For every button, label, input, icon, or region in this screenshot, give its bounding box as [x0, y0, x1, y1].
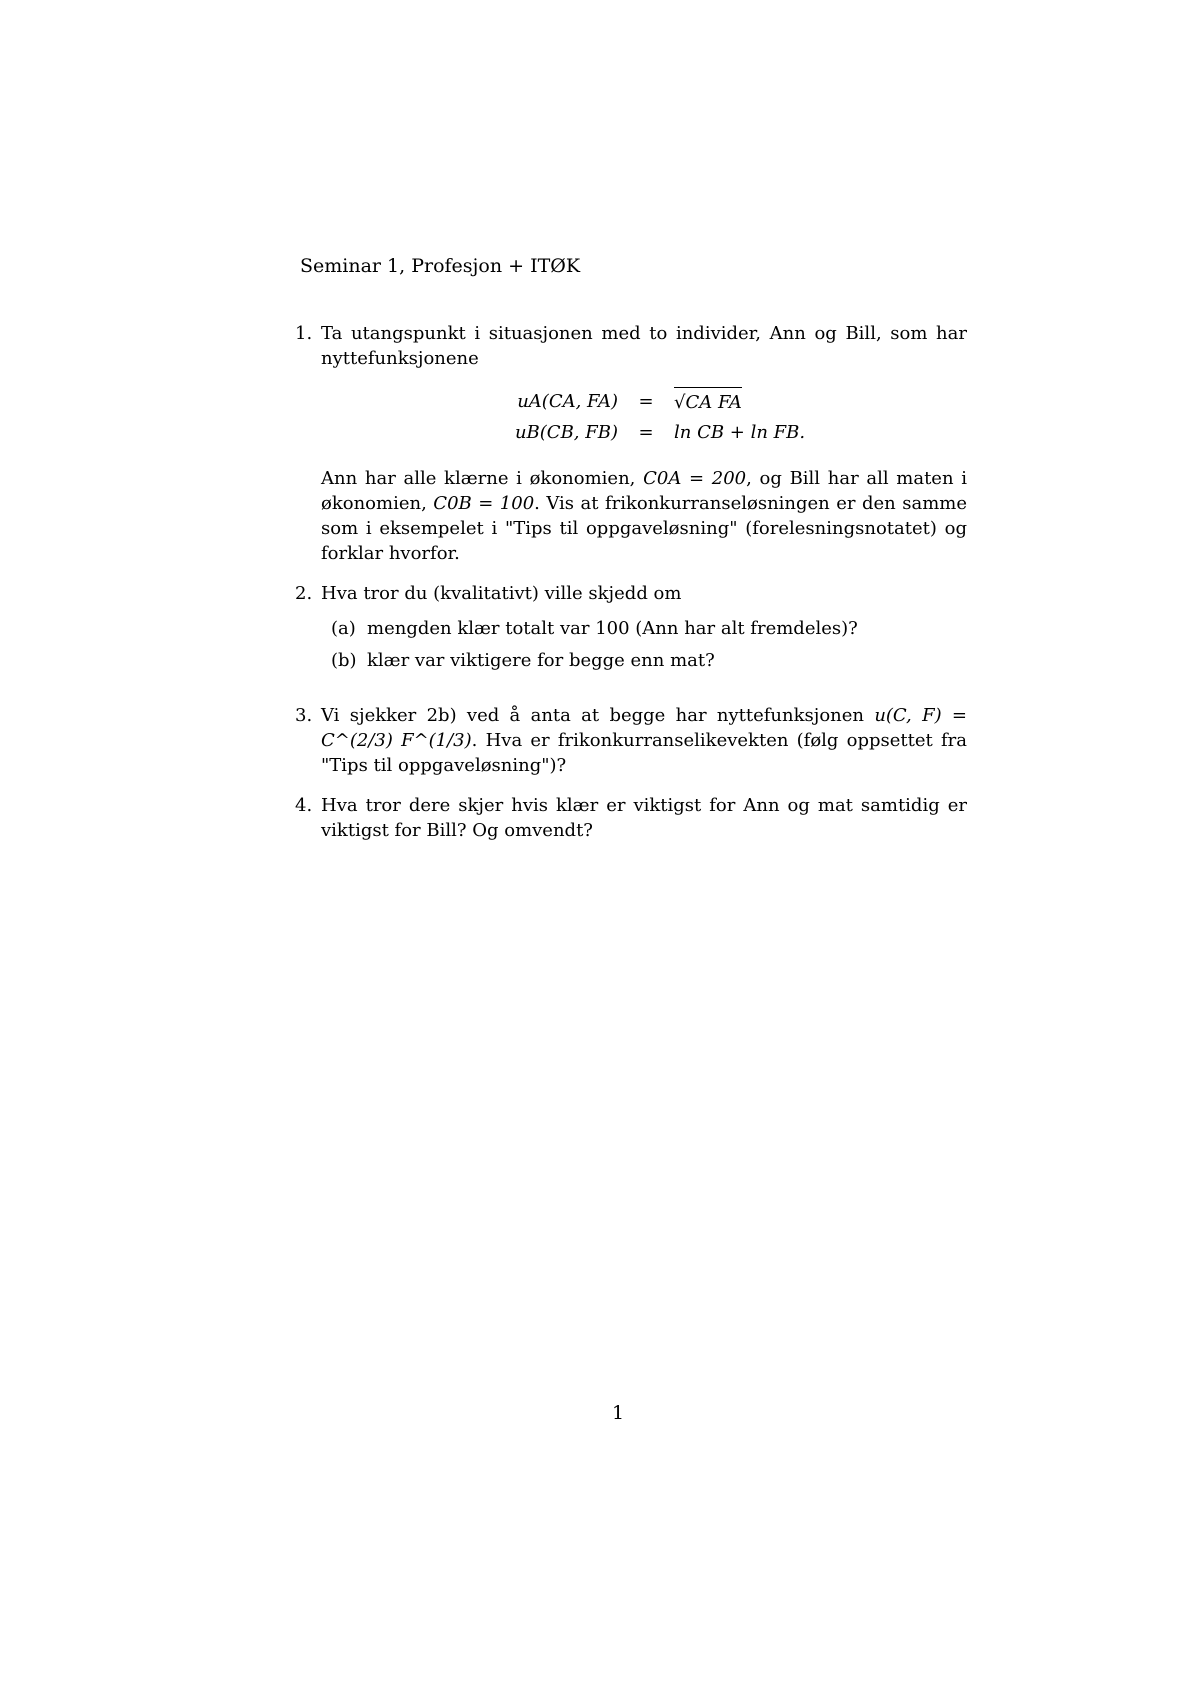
subitem-label: (a)	[331, 618, 356, 639]
page-number: 1	[612, 1402, 625, 1424]
subitem-text: mengden klær totalt var 100 (Ann har alt fremdeles)?	[367, 618, 858, 639]
problem-3-text-b: . Hva er frikonkurranselikevekten (følg oppsettet fra "Tips til oppgaveløsning")?	[321, 730, 967, 776]
utility-equations	[500, 387, 874, 448]
list-item	[331, 648, 967, 673]
equation-row-b	[500, 418, 874, 448]
equation-lhs: uB(CB, FB)	[514, 422, 618, 443]
problem-number: 1.	[295, 323, 313, 344]
problem-1-paragraph	[321, 466, 967, 566]
problem-1-text-c: . Vis at frikonkurranseløsningen er den samme som i eksempelet i "Tips til oppgaveløsning" (forelesningsnotatet) og forklar hvorfor.	[321, 493, 967, 564]
endowment-b: C0B = 100	[433, 493, 535, 514]
problem-3-text-a: Vi sjekker 2b) ved å anta at begge har nyttefunksjonen	[321, 705, 864, 726]
problem-3	[295, 703, 967, 778]
equation-rhs: ln CB + ln FB.	[674, 422, 806, 443]
subitem-label: (b)	[331, 650, 357, 671]
endowment-a: C0A = 200	[643, 468, 747, 489]
subitem-text: klær var viktigere for begge enn mat?	[367, 650, 715, 671]
problem-2-subitems	[331, 616, 967, 673]
sqrt-expression	[674, 387, 742, 418]
equation-lhs: uA(CA, FA)	[517, 391, 618, 412]
equation-row-a	[500, 387, 874, 418]
problem-2	[295, 581, 967, 680]
problem-number: 3.	[295, 705, 313, 726]
problem-3-paragraph	[321, 703, 967, 778]
problem-4	[295, 793, 967, 843]
problem-1	[295, 321, 967, 371]
problem-4-text: Hva tror dere skjer hvis klær er viktigst for Ann og mat samtidig er viktigst for Bill? Og omvendt?	[321, 795, 967, 841]
problem-1-text-b: , og Bill har all maten i økonomien,	[321, 468, 967, 514]
problem-1-intro: Ta utangspunkt i situasjonen med to individer, Ann og Bill, som har nyttefunksjonene	[321, 323, 967, 369]
problem-number: 4.	[295, 795, 313, 816]
equation-rel: =	[638, 391, 654, 412]
utility-formula: u(C, F) = C^(2/3) F^(1/3)	[321, 705, 967, 751]
equation-rel: =	[638, 422, 654, 443]
problem-2-text: Hva tror du (kvalitativt) ville skjedd om	[321, 583, 682, 604]
seminar-title: Seminar 1, Profesjon + ITØK	[300, 255, 581, 277]
problem-1-text-a: Ann har alle klærne i økonomien,	[321, 468, 636, 489]
problem-number: 2.	[295, 583, 313, 604]
problem-1-body	[295, 466, 967, 566]
list-item	[331, 616, 967, 641]
equation-rhs: √CA FA	[674, 387, 742, 418]
